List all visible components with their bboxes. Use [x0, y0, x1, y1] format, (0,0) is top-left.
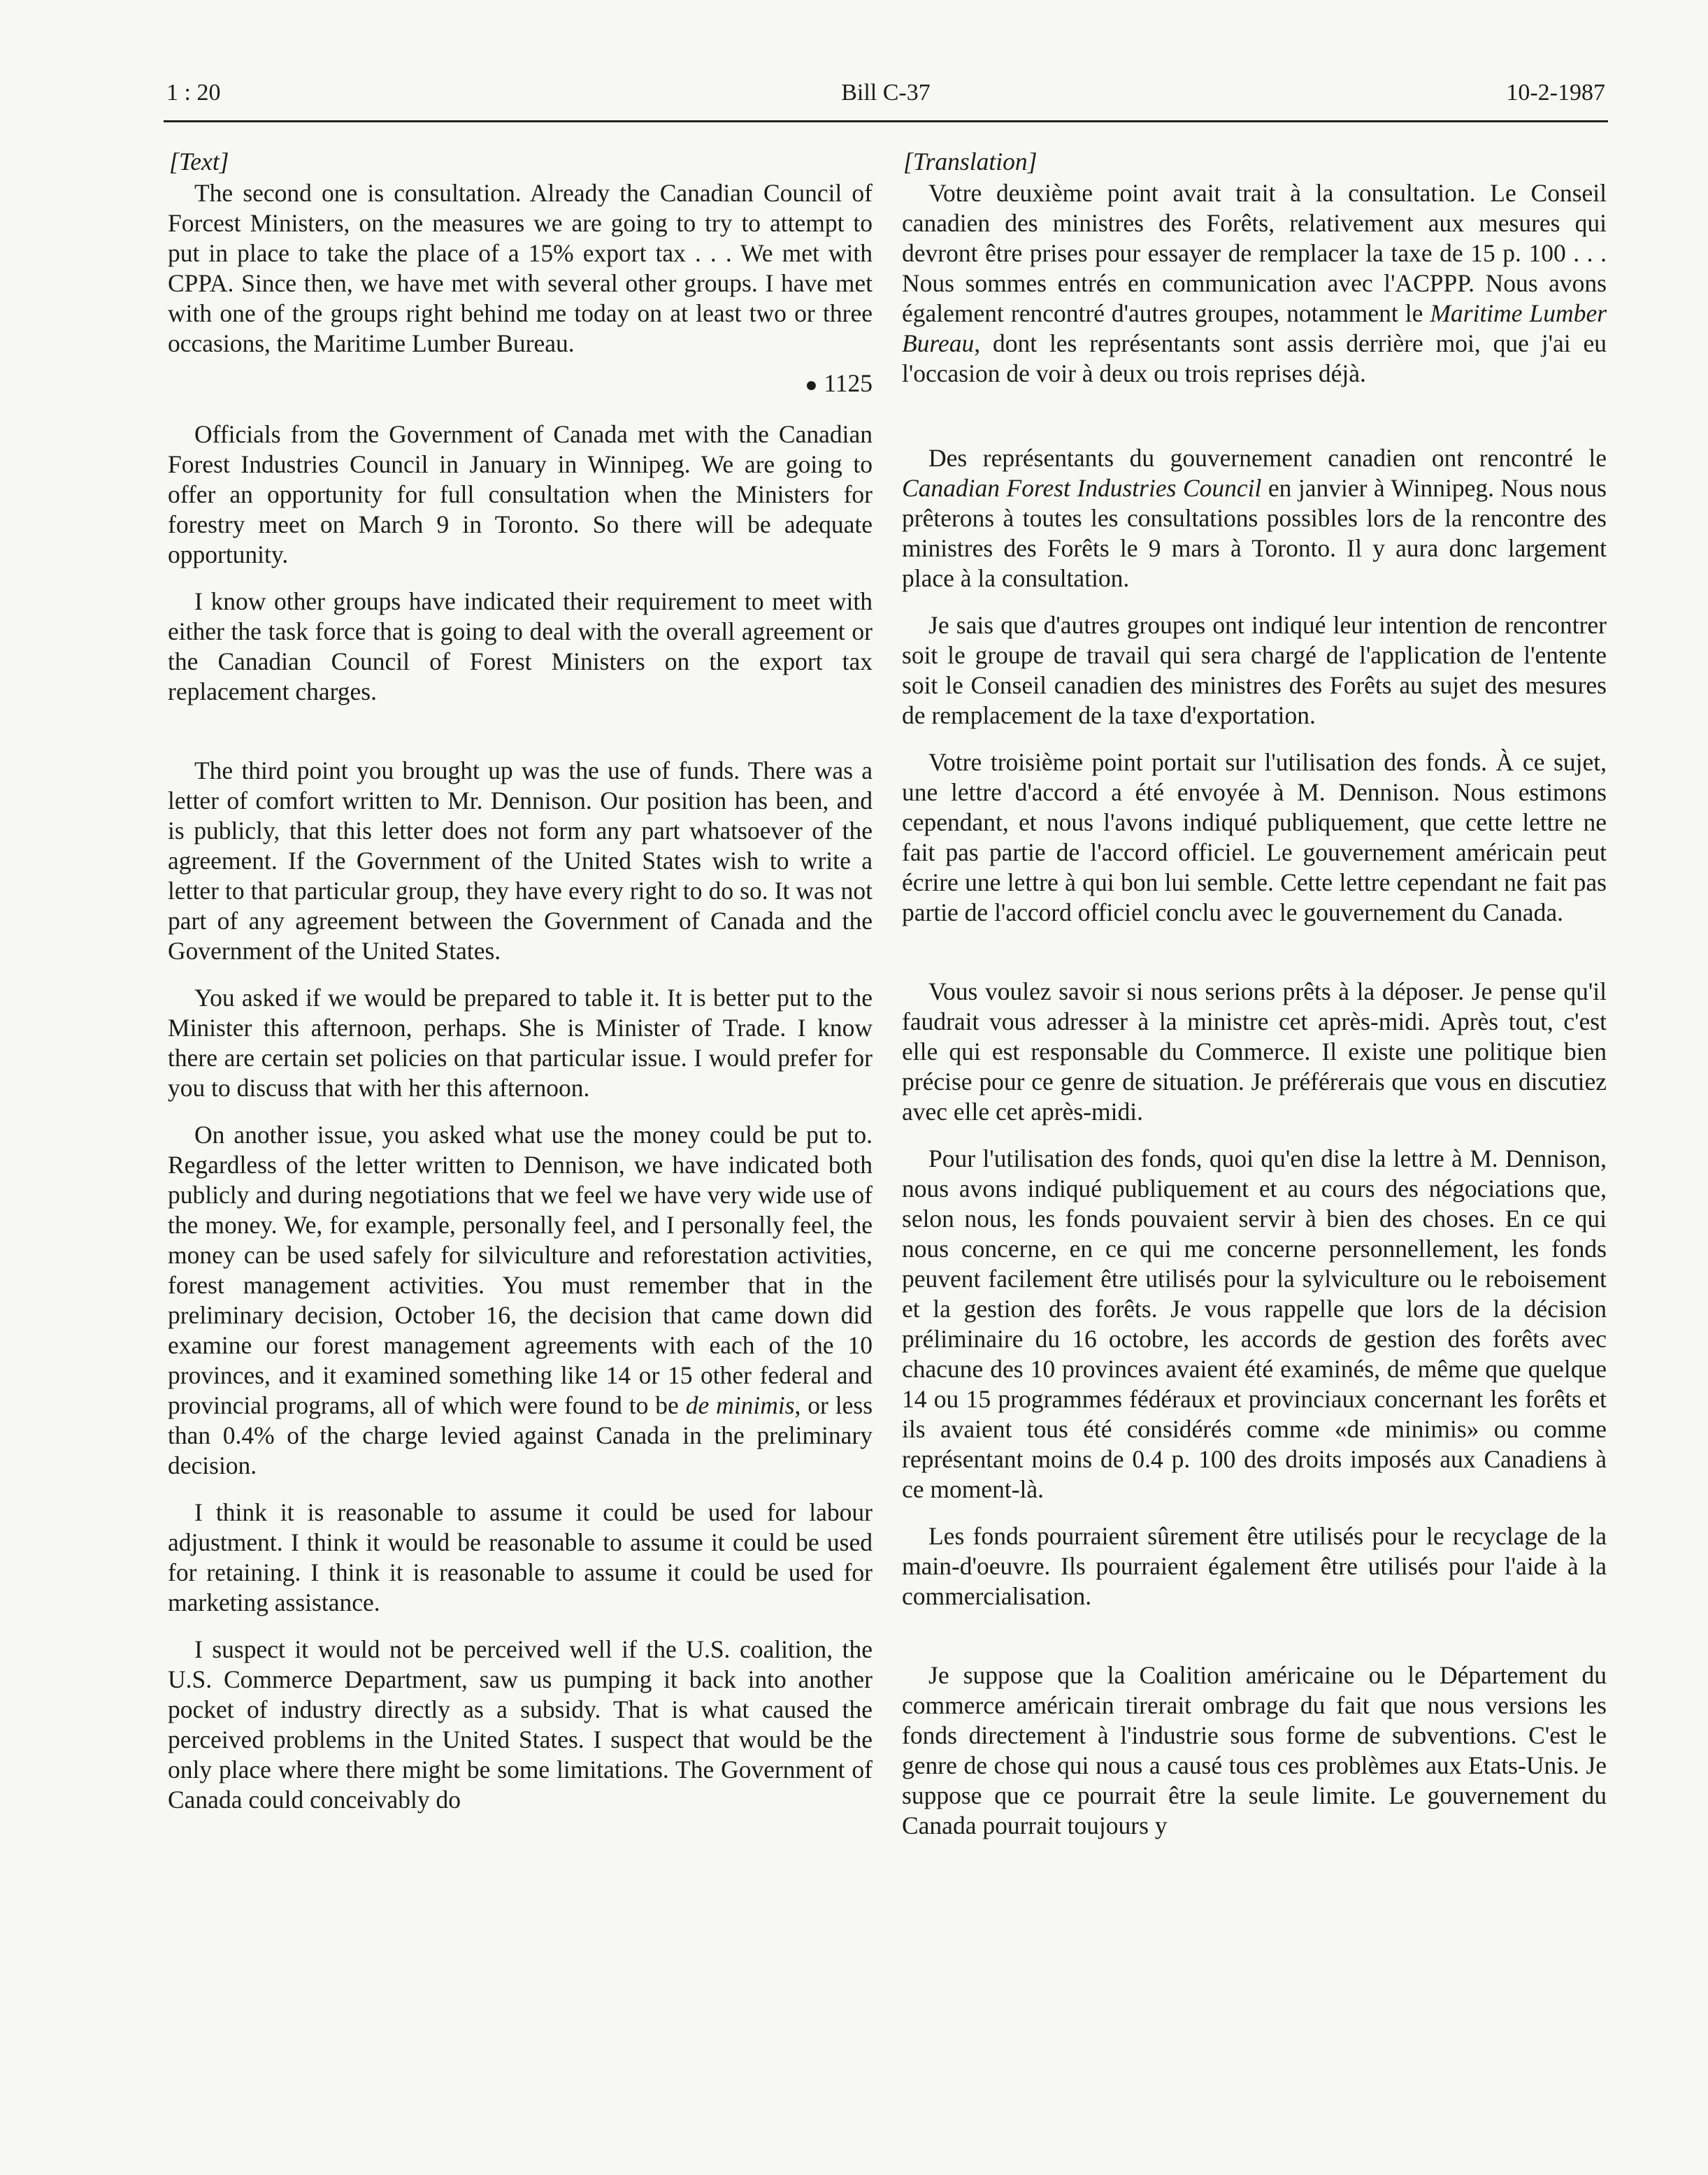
session-date: 10-2-1987 — [1506, 80, 1605, 106]
french-column — [902, 147, 1607, 1841]
paragraph: Votre troisième point portait sur l'utilisation des fonds. À ce sujet, une lettre d'accord a été envoyée à M. Dennison. Nous estimons cependant, et nous l'avons indiqué publiquement, que cette lettre ne fait pas partie de l'accord officiel. Le gouvernement américain peut écrire une lettre à qui bon lui semble. Cette lettre cependant ne fait pas partie de l'accord officiel conclu avec le gouvernement du Canada. — [902, 748, 1607, 926]
paragraph-text: Des représentants du gouvernement canadien ont rencontré le — [928, 444, 1607, 472]
page-header — [164, 80, 1608, 122]
paragraph: Officials from the Government of Canada met with the Canadian Forest Industries Council in January in Winnipeg. We are going to offer an opportunity for full consultation when the Ministers for forestry meet on March 9 in Toronto. So there will be adequate opportunity. — [168, 420, 873, 568]
bullet-icon: ● — [805, 373, 818, 396]
paragraph-text: , dont les représentants sont assis derrière moi, que j'ai eu l'occasion de voir à deux ou trois reprises déjà. — [902, 329, 1607, 387]
italic-term: Maritime Lumber Bureau — [902, 299, 1607, 357]
paragraph-text: On another issue, you asked what use the money could be put to. Regardless of the letter written to Dennison, we have indicated both publicly and during negotiations that we feel we have very wide use of the money. We, for example, personally feel, and I personally feel, the money can be used safely for silviculture and reforestation activities, forest management activities. You must remember that in the preliminary decision, October 16, the decision that came down did examine our forest management agreements with each of the 10 provinces, and it examined something like 14 or 15 other federal and provincial programs, all of which were found to be — [168, 1121, 873, 1419]
paragraph-text: en janvier à Winnipeg. Nous nous prêterons à toutes les consultations possibles lors de la rencontre des ministres des Forêts le 9 mars à Toronto. Il y aura donc largement place à la consultation. — [902, 474, 1607, 592]
marker-time: 1125 — [824, 369, 873, 397]
paragraph — [168, 1120, 873, 1481]
paragraph-text: Votre deuxième point avait trait à la consultation. Le Conseil canadien des ministres des Forêts, relativement aux mesures qui devront être prises pour essayer de remplacer la taxe de 15 p. 100 . . . Nous sommes entrés en communication avec l'ACPPP. Nous avons également rencontré d'autres groupes, notamment le — [902, 179, 1607, 327]
paragraph: You asked if we would be prepared to table it. It is better put to the Minister this afternoon, perhaps. She is Minister of Trade. I know there are certain set policies on that particular issue. I would prefer for you to discuss that with her this afternoon. — [168, 984, 873, 1102]
paragraph: The second one is consultation. Already the Canadian Council of Forcest Ministers, on the measures we are going to try to attempt to put in place to take the place of a 15% export tax . . . We met with CPPA. Since then, we have met with several other groups. I have met with one of the groups right behind me today on at least two or three occasions, the Maritime Lumber Bureau. — [168, 179, 873, 357]
paragraph: I suspect it would not be perceived well if the U.S. coalition, the U.S. Commerce Department, saw us pumping it back into another pocket of industry directly as a subsidy. That is what caused the perceived problems in the United States. I suspect that would be the only place where there might be some limitations. The Government of Canada could conceivably do — [168, 1635, 873, 1814]
page-number: 1 : 20 — [166, 80, 221, 106]
paragraph: Je sais que d'autres groupes ont indiqué leur intention de rencontrer soit le groupe de travail qui sera chargé de l'application de l'entente soit le Conseil canadien des ministres des Forêts au sujet des mesures de remplacement de la taxe d'exportation. — [902, 611, 1607, 729]
paragraph: Pour l'utilisation des fonds, quoi qu'en dise la lettre à M. Dennison, nous avons indiqué publiquement et au cours des négociations que, selon nous, les fonds pouvaient servir à bien des choses. En ce qui nous concerne, en ce qui me concerne personnellement, les fonds peuvent facilement être utilisés pour la sylviculture ou le reboisement et la gestion des forêts. Je vous rappelle que lors de la décision préliminaire du 16 octobre, les accords de gestion des forêts avec chacune des 10 provinces avaient été examinés, de même que quelque 14 ou 15 programmes fédéraux et provinciaux concernant les forêts et ils avaient tous été considérés comme «de minimis» ou comme représentant moins de 0.4 p. 100 des droits imposés aux Canadiens à ce moment-là. — [902, 1144, 1607, 1503]
translation-label: [Translation] — [903, 148, 1038, 175]
paragraph: I know other groups have indicated their requirement to meet with either the task force that is going to deal with the overall agreement or the Canadian Council of Forest Ministers on the export tax replacement charges. — [168, 587, 873, 705]
text-label: [Text] — [169, 148, 229, 175]
paragraph — [902, 178, 1607, 389]
paragraph: Je suppose que la Coalition américaine ou le Département du commerce américain tirerait ombrage du fait que nous versions les fonds directement à l'industrie sous forme de subventions. C'est le genre de chose qui nous a causé tous ces problèmes aux Etats-Unis. Je suppose que ce pourrait être la seule limite. Le gouvernement du Canada pourrait toujours y — [902, 1661, 1607, 1839]
paragraph: The third point you brought up was the use of funds. There was a letter of comfort written to Mr. Dennison. Our position has been, and is publicly, that this letter does not form any part whatsoever of the agreement. If the Government of the United States wish to write a letter to that particular group, they have every right to do so. It was not part of any agreement between the Government of Canada and the Government of the United States. — [168, 756, 873, 965]
paragraph-text: , or less than 0.4% of the charge levied against Canada in the preliminary decision. — [168, 1391, 873, 1479]
italic-term: Canadian Forest Industries Council — [902, 474, 1262, 502]
paragraph: Vous voulez savoir si nous serions prêts à la déposer. Je pense qu'il faudrait vous adresser à la ministre cet après-midi. Après tout, c'est elle qui est responsable du Commerce. Il existe une politique bien précise pour ce genre de situation. Je préférerais que vous en discutiez avec elle cet après-midi. — [902, 977, 1607, 1126]
time-marker — [168, 368, 873, 400]
italic-term: de minimis — [685, 1391, 795, 1419]
paragraph — [902, 443, 1607, 594]
english-column — [168, 147, 873, 1815]
bill-title: Bill C-37 — [841, 80, 931, 106]
paragraph: Les fonds pourraient sûrement être utilisés pour le recyclage de la main-d'oeuvre. Ils pourraient également être utilisés pour l'aide à la commercialisation. — [902, 1522, 1607, 1610]
paragraph: I think it is reasonable to assume it could be used for labour adjustment. I think it would be reasonable to assume it could be used for retaining. I think it is reasonable to assume it could be used for marketing assistance. — [168, 1498, 873, 1616]
